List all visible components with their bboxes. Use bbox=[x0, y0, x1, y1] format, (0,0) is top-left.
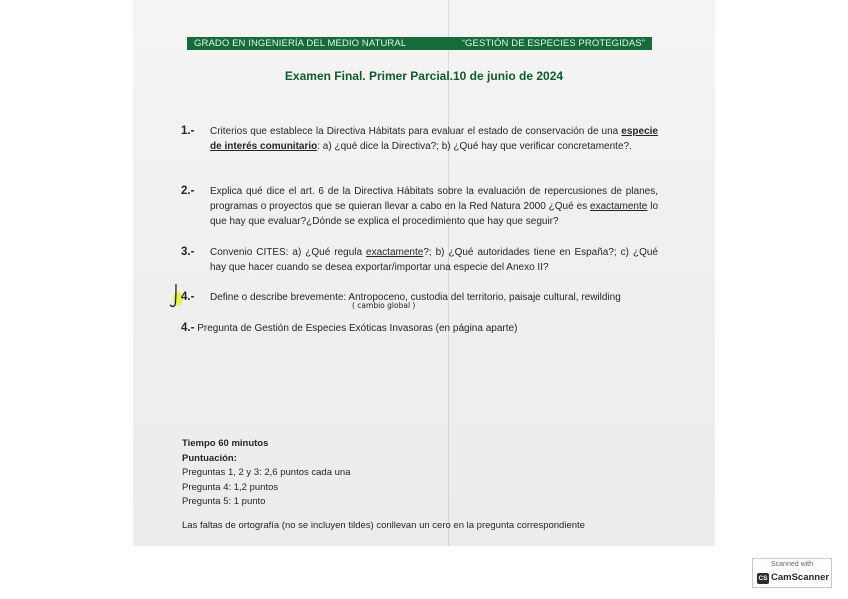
question-number: 4.- bbox=[181, 322, 195, 334]
time-limit: Tiempo 60 minutos bbox=[182, 438, 269, 449]
watermark-caption: Scanned with bbox=[770, 561, 814, 568]
question-text: Define o describe brevemente: Antropoceno, custodia del territorio, paisaje cultural, rewilding bbox=[210, 292, 621, 303]
scanned-exam-page bbox=[133, 0, 715, 546]
question-number: 4.- bbox=[181, 291, 195, 303]
handwritten-note: ( cambio global ) bbox=[352, 301, 416, 310]
question-number: 2.- bbox=[181, 185, 195, 197]
question-5 bbox=[181, 321, 517, 336]
question-text: Convenio CITES: a) ¿Qué regula exactamente?; b) ¿Qué autoridades tiene en España?; c) ¿Qué hay que hacer cuando se desea exportar/importar una especie del Anexo II? bbox=[210, 247, 658, 273]
header-banner bbox=[187, 37, 652, 50]
watermark-brand: CamScanner bbox=[771, 572, 830, 583]
question-number: 1.- bbox=[181, 125, 195, 137]
question-number: 3.- bbox=[181, 246, 195, 258]
question-text: Pregunta de Gestión de Especies Exóticas Invasoras (en página aparte) bbox=[197, 323, 518, 334]
question-text: Criterios que establece la Directiva Hábitats para evaluar el estado de conservación de una especie de interés comunitario: a) ¿qué dice la Directiva?; b) ¿Qué hay que verificar concretamente?. bbox=[210, 126, 658, 152]
banner-degree: GRADO EN INGENIERÍA DEL MEDIO NATURAL bbox=[194, 38, 407, 49]
scoring-line: Preguntas 1, 2 y 3: 2,6 puntos cada una bbox=[182, 467, 351, 478]
question-text: Explica qué dice el art. 6 de la Directiva Hábitats sobre la evaluación de repercusiones de planes, programas o proyectos que se quieran llevar a cabo en la Red Natura 2000 ¿Qué es exactamente lo que hay que evaluar?¿Dónde se explica el procedimiento que hay que seguir? bbox=[210, 186, 659, 227]
exam-footer bbox=[182, 437, 585, 533]
exam-title: Examen Final. Primer Parcial.10 de junio de 2024 bbox=[284, 69, 564, 83]
scoring-heading: Puntuación: bbox=[182, 452, 237, 464]
banner-subject: “GESTIÓN DE ESPECIES PROTEGIDAS” bbox=[461, 38, 645, 49]
scoring-line: Pregunta 4: 1,2 puntos bbox=[182, 481, 279, 493]
camscanner-logo-icon: CS bbox=[758, 575, 768, 582]
spelling-note: Las faltas de ortografía (no se incluyen tildes) conllevan un cero en la pregunta correspondiente bbox=[182, 519, 585, 531]
camscanner-watermark bbox=[752, 558, 832, 588]
scoring-line: Pregunta 5: 1 punto bbox=[182, 496, 266, 507]
